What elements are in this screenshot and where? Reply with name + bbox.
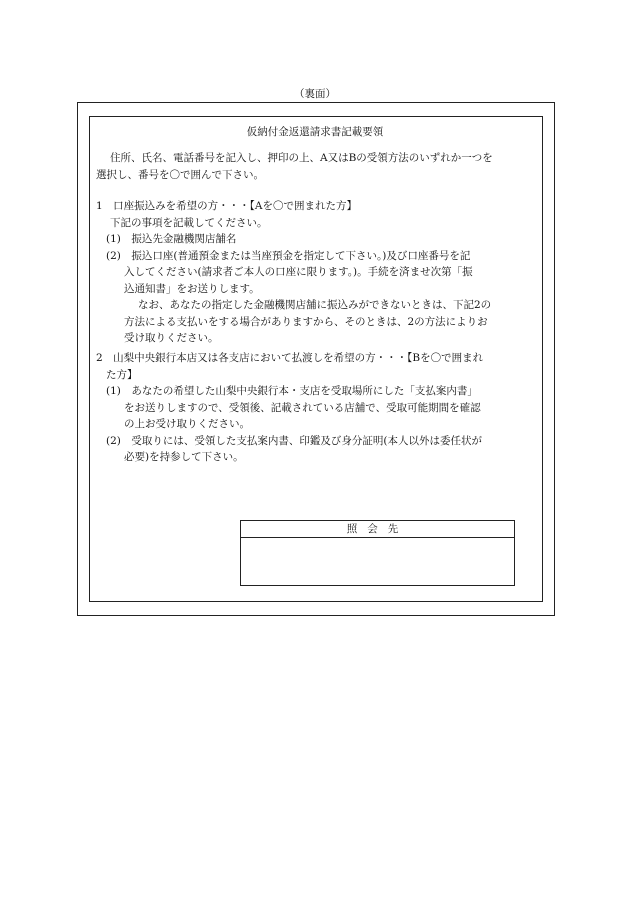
section-2-item-1-line: (1) あなたの希望した山梨中央銀行本・支店を受取場所にした「支払案内書」 [106, 385, 478, 397]
section-2-heading-line: た方】 [106, 368, 138, 381]
intro-line: 選択し、番号を〇で囲んで下さい。 [96, 168, 264, 181]
section-1-heading: 1 口座振込みを希望の方・・・【Aを〇で囲まれた方】 [96, 200, 358, 212]
document-title: 仮納付金返還請求書記載要領 [246, 126, 384, 138]
section-2-item-2-line: 必要)を持参して下さい。 [124, 451, 244, 463]
reference-box-header: 照会先 [241, 521, 514, 538]
page-side-label: （裏面） [294, 88, 336, 100]
section-1-note-line: 受け取りください。 [124, 332, 219, 344]
section-1-item-1: (1) 振込先金融機関店舗名 [106, 233, 237, 245]
section-2 [96, 350, 536, 466]
intro-line: 住所、氏名、電話番号を記入し、押印の上、A又はBの受領方法のいずれか一つを [110, 152, 493, 164]
section-1-item-2-line: 入してください(請求者ご本人の口座に限ります。)。手続を済ませ次第「振 [124, 266, 473, 278]
section-1-note-line: なお、あなたの指定した金融機関店舗に振込みができないときは、下記2の [138, 299, 492, 311]
section-2-item-2-line: (2) 受取りには、受領した支払案内書、印鑑及び身分証明(本人以外は委任状が [106, 434, 482, 447]
section-1-sub: 下記の事項を記載してください。 [110, 216, 268, 229]
reference-box [240, 520, 515, 586]
intro-paragraph [96, 150, 536, 183]
section-1-item-2-line: 込通知書」をお送りします。 [124, 282, 260, 295]
section-2-item-1-line: の上お受け取りください。 [124, 418, 250, 430]
section-1 [96, 198, 536, 347]
section-2-item-1-line: をお送りしますので、受領後、記載されている店舗で、受取可能期間を確認 [124, 401, 481, 414]
section-1-note-line: 方法による支払いをする場合がありますから、そのときは、2の方法によりお [124, 315, 488, 328]
section-2-heading-line: 2 山梨中央銀行本店又は各支店において払渡しを希望の方・・・【Bを〇で囲まれ [96, 352, 484, 364]
section-1-item-2-line: (2) 振込口座(普通預金または当座預金を指定して下さい。)及び口座番号を記 [106, 249, 471, 262]
